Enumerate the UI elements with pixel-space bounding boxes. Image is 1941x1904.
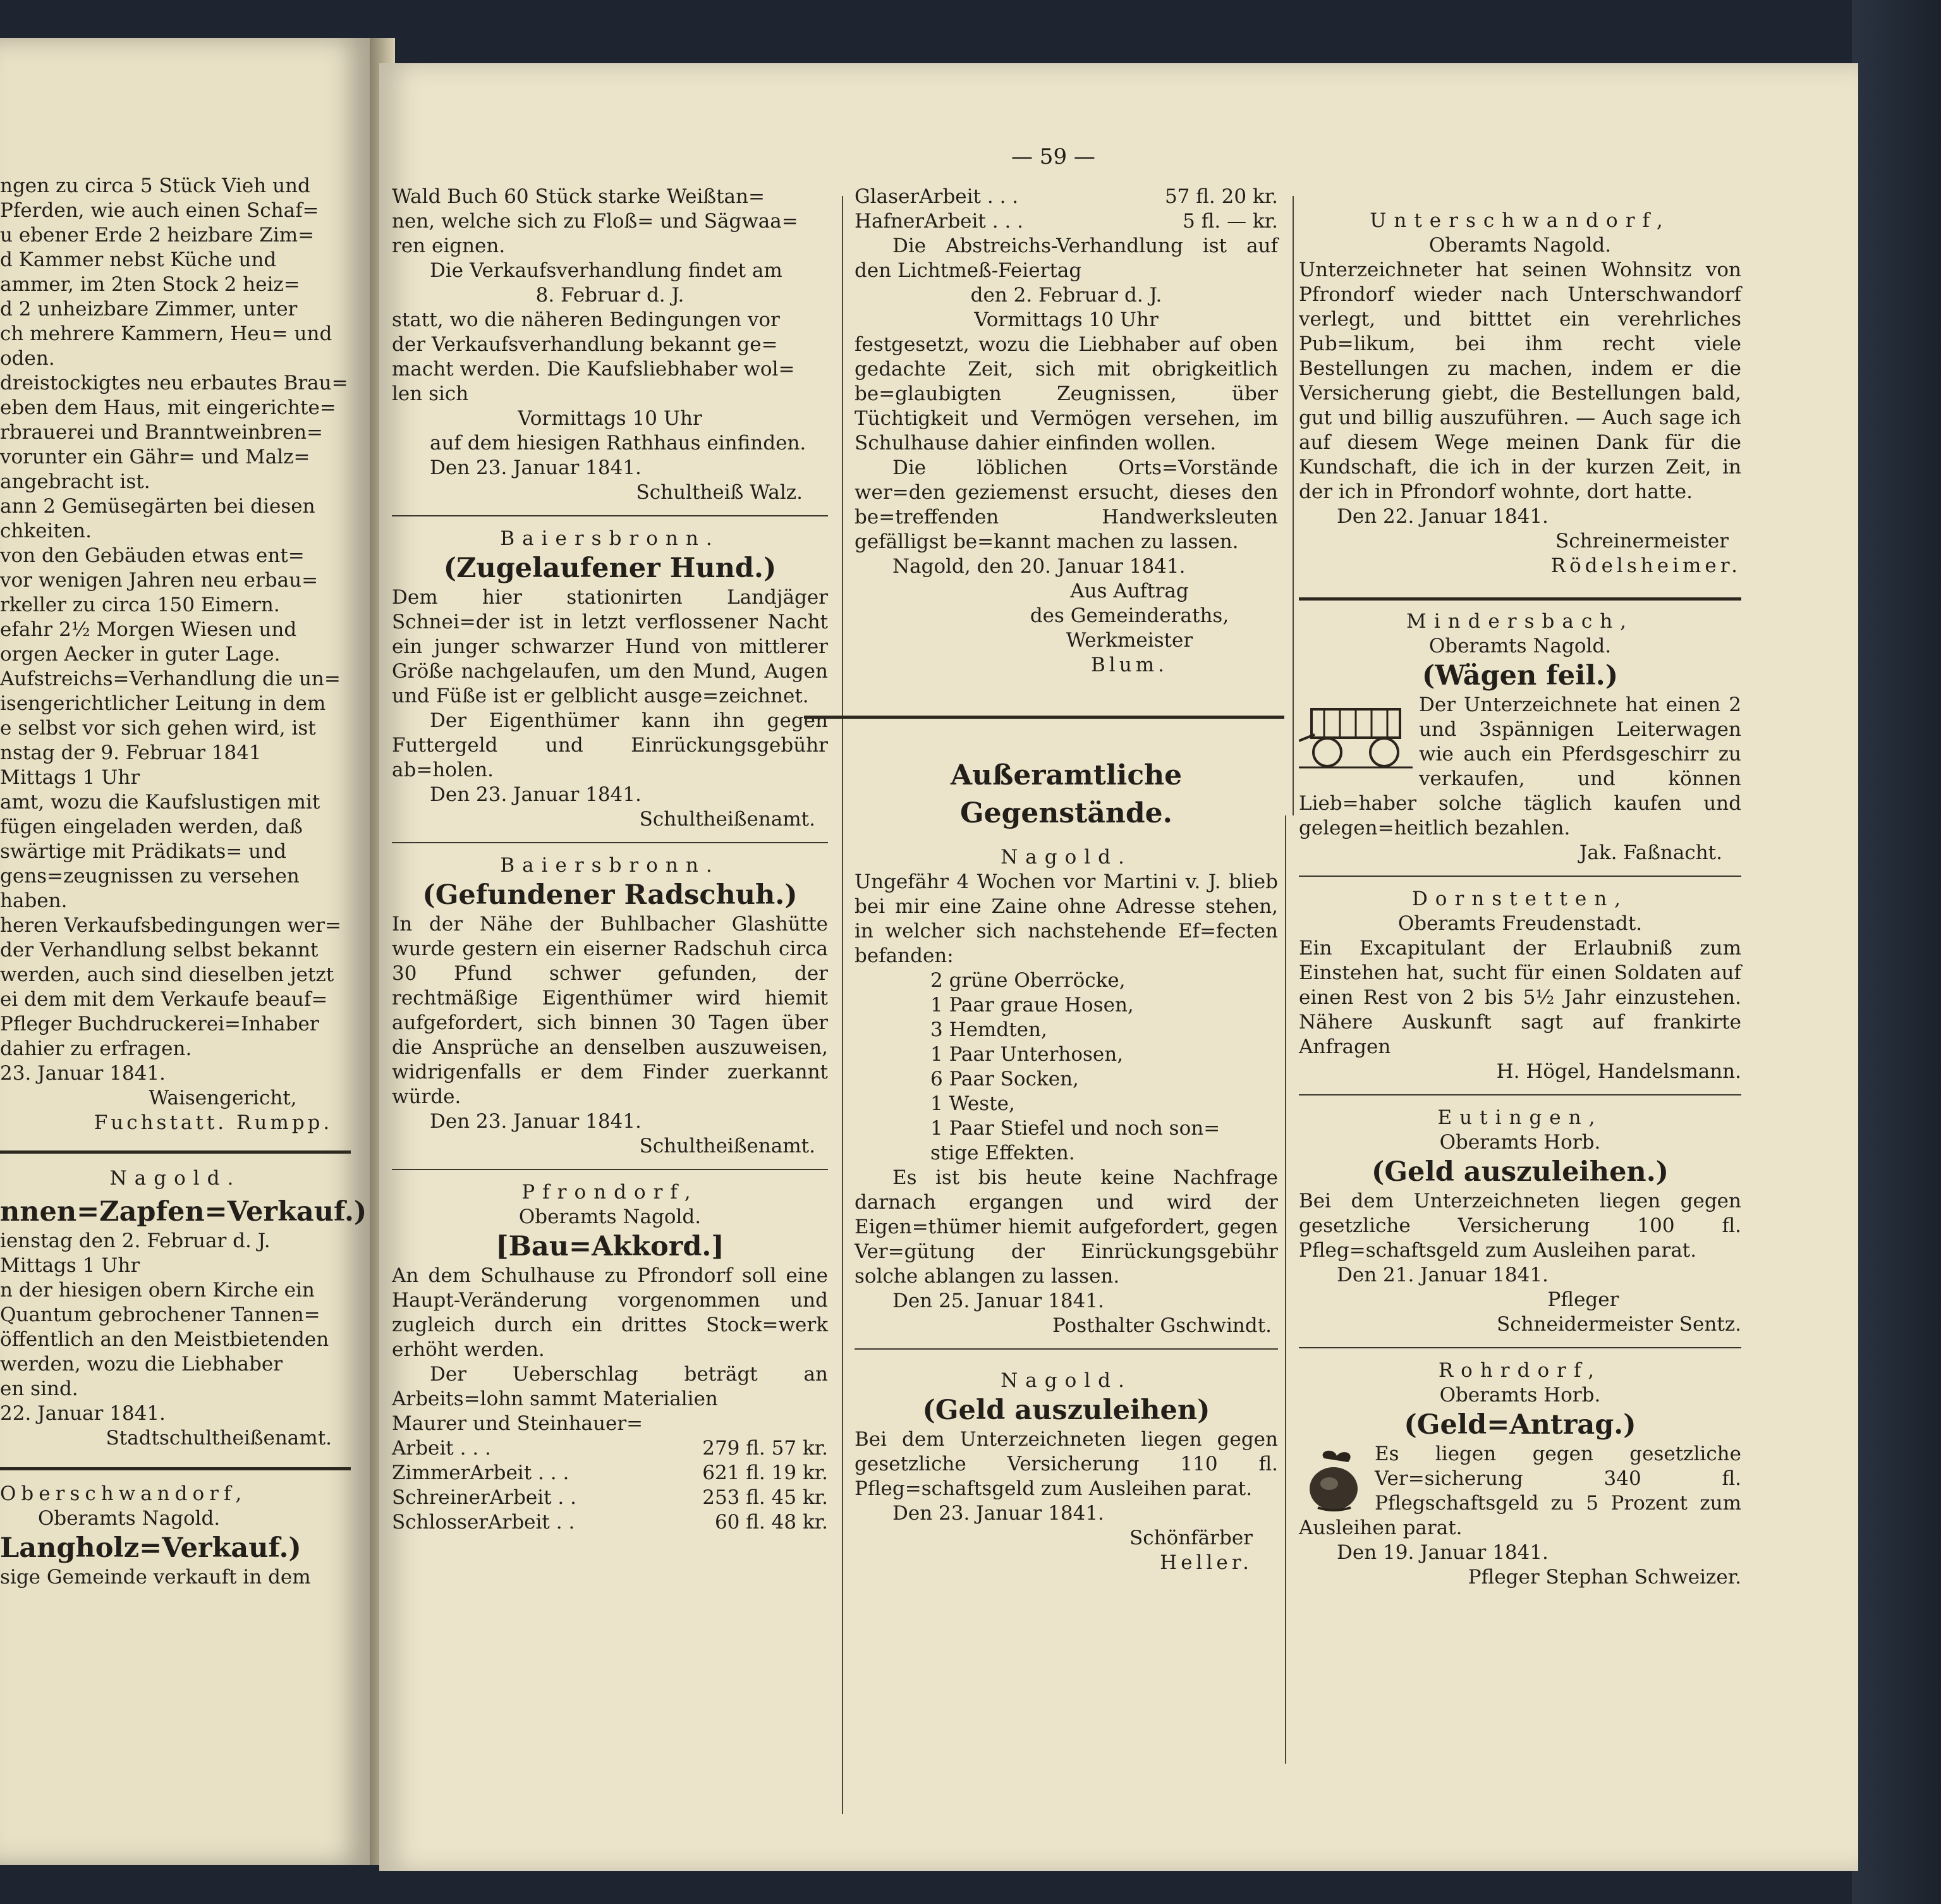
- divider: [1299, 1347, 1741, 1348]
- zaine-place: Nagold.: [1001, 846, 1132, 869]
- text-line: werden, wozu die Liebhaber: [0, 1353, 283, 1376]
- text-line: isengerichtlicher Leitung in dem: [0, 692, 326, 715]
- zaine-text: Ungefähr 4 Wochen vor Martini v. J. blieb bei mir eine Zaine ohne Adresse stehen, in welcher sich nachstehende Ef=fecten befanden:: [855, 870, 1278, 967]
- akkord-text: An dem Schulhause zu Pfrondorf soll eine Haupt-Veränderung vorgenommen und zugleich durch ein drittes Stock=werk erhöht werden.: [392, 1264, 828, 1361]
- divider: [804, 716, 1284, 719]
- roedel-sub: Oberamts Nagold.: [1428, 234, 1612, 257]
- text-line: 22. Januar 1841.: [0, 1402, 166, 1425]
- text-line: d 2 unheizbare Zimmer, unter: [0, 298, 298, 320]
- zaine-sign: Posthalter Gschwindt.: [1052, 1314, 1272, 1337]
- wagen-sub: Oberamts Nagold.: [1428, 635, 1612, 657]
- text-line: macht werden. Die Kaufsliebhaber wol=: [392, 358, 795, 381]
- list-item: 1 Paar Unterhosen,: [930, 1043, 1124, 1066]
- wagen-sign: Jak. Faßnacht.: [1579, 841, 1722, 864]
- left-sign-court: Waisengericht,: [149, 1087, 297, 1109]
- cost-value: 60 fl. 48 kr.: [714, 1511, 828, 1534]
- left-title-zapfen: nnen=Zapfen=Verkauf.): [0, 1196, 367, 1228]
- left-page: [0, 38, 370, 1865]
- divider: [1299, 1094, 1741, 1095]
- text-line: ammer, im 2ten Stock 2 heiz=: [0, 273, 300, 296]
- roedel-sign: Rödelsheimer.: [1550, 554, 1741, 577]
- text-line: ei dem mit dem Verkaufe beauf=: [0, 988, 328, 1011]
- text-line: len sich: [392, 382, 469, 405]
- roedel-dated: Den 22. Januar 1841.: [1337, 505, 1549, 528]
- list-item: 2 grüne Oberröcke,: [930, 969, 1126, 992]
- text-line: Pferden, wie auch einen Schaf=: [0, 199, 319, 222]
- rohrdorf-notice: [1299, 1358, 1741, 1590]
- akkord-costs: [392, 1436, 828, 1535]
- geld-dated: Den 23. Januar 1841.: [892, 1502, 1104, 1525]
- soldat-sign: H. Högel, Handelsmann.: [1496, 1060, 1741, 1083]
- roedel-notice: [1299, 209, 1741, 578]
- eutingen-dated: Den 21. Januar 1841.: [1337, 1264, 1549, 1286]
- hund-notice: [392, 527, 828, 832]
- text-line: statt, wo die näheren Bedingungen vor: [392, 308, 780, 331]
- text-line: 23. Januar 1841.: [0, 1062, 166, 1085]
- rohrdorf-place: Rohrdorf,: [1438, 1359, 1602, 1382]
- soldat-sub: Oberamts Freudenstadt.: [1397, 912, 1643, 935]
- cost-value: 279 fl. 57 kr.: [702, 1437, 828, 1460]
- roedel-place: Unterschwandorf,: [1370, 209, 1670, 232]
- text-line: oden.: [0, 347, 55, 370]
- cost-row: [392, 1486, 828, 1510]
- column-divider: [1285, 815, 1286, 1764]
- walz-para: Die Verkaufsverhandlung findet am: [430, 259, 782, 282]
- section-heading: Außeramtliche Gegenstände.: [950, 759, 1183, 829]
- wagon-illustration: [1299, 697, 1413, 772]
- right-page: [379, 63, 1858, 1871]
- text-line: amt, wozu die Kaufslustigen mit: [0, 791, 320, 814]
- col2-sign: Aus Auftrag: [1070, 580, 1189, 602]
- left-column: [0, 174, 367, 1590]
- geld-place: Nagold.: [1001, 1369, 1132, 1392]
- column-3: [1299, 209, 1741, 1590]
- walz-time: Vormittags 10 Uhr: [518, 407, 702, 430]
- akkord-text: Der Ueberschlag beträgt an Arbeits=lohn sammt Materialien: [392, 1363, 828, 1410]
- walz-dated: Den 23. Januar 1841.: [430, 456, 642, 479]
- text-line: orgen Aecker in guter Lage.: [0, 643, 281, 666]
- hund-dated: Den 23. Januar 1841.: [430, 783, 642, 806]
- text-line: dreistockigtes neu erbautes Brau=: [0, 372, 348, 394]
- list-item: 6 Paar Socken,: [930, 1068, 1079, 1090]
- eutingen-sub: Oberamts Horb.: [1439, 1131, 1601, 1154]
- walz-para: auf dem hiesigen Rathhaus einfinden.: [430, 432, 806, 455]
- rohrdorf-dated: Den 19. Januar 1841.: [1337, 1541, 1549, 1564]
- divider: [1299, 597, 1741, 601]
- text-line: der Verhandlung selbst bekannt: [0, 939, 319, 961]
- left-place-oberschwandorf: Oberschwandorf,: [0, 1482, 247, 1505]
- text-line: en sind.: [0, 1377, 78, 1400]
- hund-text: Der Eigenthümer kann ihn gegen Futtergeld und Einrückungsgebühr ab=holen.: [392, 709, 828, 781]
- zaine-items: [855, 968, 1278, 1166]
- text-line: vor wenigen Jahren neu erbau=: [0, 569, 319, 592]
- text-line: Wald Buch 60 Stück starke Weißtan=: [392, 185, 765, 208]
- cost-row: [855, 209, 1278, 234]
- zaine-notice: [855, 845, 1278, 1338]
- cost-value: 253 fl. 45 kr.: [702, 1486, 828, 1509]
- cost-value: 621 fl. 19 kr.: [702, 1462, 828, 1484]
- eutingen-sign: Pfleger: [1547, 1288, 1619, 1311]
- text-line: u ebener Erde 2 heizbare Zim=: [0, 224, 315, 247]
- list-item: 1 Paar Stiefel und noch son=: [930, 1117, 1220, 1140]
- divider: [1299, 876, 1741, 877]
- divider: [392, 515, 828, 516]
- cost-row: [392, 1461, 828, 1486]
- radschuh-place: Baiersbronn.: [500, 854, 720, 877]
- text-line: der Verkaufsverhandlung bekannt ge=: [392, 333, 778, 356]
- radschuh-dated: Den 23. Januar 1841.: [430, 1110, 642, 1133]
- text-line: gens=zeugnissen zu versehen haben.: [0, 865, 300, 912]
- roedel-text: Unterzeichneter hat seinen Wohnsitz von Pfrondorf wieder nach Unterschwandorf verlegt, und bitttet ein verehrliches Pub=likum, bei ihm recht viele Bestellungen zu machen, indem er die Versicherung giebt, die Bestellungen bald, gut und billig auszuführen. — Auch sage ich auf diesem Wege meinen Dank für die Kundschaft, die ich in der kurzen Zeit, in der ich in Pfrondorf wohnte, dort hatte.: [1299, 259, 1741, 503]
- divider: [392, 1169, 828, 1170]
- column-divider: [842, 196, 843, 1814]
- text-line: n der hiesigen obern Kirche ein: [0, 1279, 315, 1302]
- text-line: ann 2 Gemüsegärten bei diesen: [0, 495, 315, 518]
- left-sub-oberamt: Oberamts Nagold.: [38, 1507, 221, 1530]
- text-line: Mittags 1 Uhr: [0, 766, 140, 789]
- soldat-place: Dornstetten,: [1411, 888, 1629, 910]
- geld-title: (Geld auszuleihen): [922, 1394, 1210, 1426]
- radschuh-title: (Gefundener Radschuh.): [422, 879, 798, 911]
- geld-sign: Heller.: [1160, 1551, 1253, 1574]
- akkord-costs-head: Maurer und Steinhauer=: [392, 1412, 643, 1435]
- text-line: Aufstreichs=Verhandlung die un=: [0, 668, 341, 690]
- hund-place: Baiersbronn.: [500, 527, 720, 550]
- text-line: ch mehrere Kammern, Heu= und: [0, 322, 332, 345]
- cost-row: [392, 1436, 828, 1461]
- left-zapfen-text: [0, 1229, 351, 1426]
- walz-notice: [392, 185, 828, 505]
- zaine-dated: Den 25. Januar 1841.: [892, 1290, 1104, 1312]
- eutingen-place: Eutingen,: [1437, 1106, 1603, 1129]
- col2-sign: Blum.: [1091, 654, 1168, 676]
- text-line: rbrauerei und Branntweinbren=: [0, 421, 324, 444]
- cost-value: 57 fl. 20 kr.: [1164, 185, 1278, 208]
- roedel-sign: Schreinermeister: [1555, 530, 1729, 552]
- walz-sign: Schultheiß Walz.: [636, 481, 803, 504]
- text-line: swärtige mit Prädikats= und: [0, 840, 286, 863]
- col2-sign: des Gemeinderaths,: [1030, 604, 1229, 627]
- text-line: e selbst vor sich gehen wird, ist: [0, 717, 316, 740]
- text-line: Pfleger Buchdruckerei=Inhaber: [0, 1013, 319, 1035]
- eutingen-notice: [1299, 1106, 1741, 1337]
- text-line: nstag der 9. Februar 1841: [0, 741, 262, 764]
- text-line: Quantum gebrochener Tannen=: [0, 1303, 320, 1326]
- divider: [0, 1150, 351, 1154]
- text-line: ienstag den 2. Februar d. J.: [0, 1230, 271, 1252]
- col2-dated: Nagold, den 20. Januar 1841.: [892, 555, 1186, 578]
- hund-text: Dem hier stationirten Landjäger Schnei=der ist in letzt verflossener Nacht ein junger schwarzer Hund von mittlerer Größe nachgelaufen, um den Mund, Augen und Füße ist er gelblicht ausge=zeichnet.: [392, 586, 828, 707]
- text-line: angebracht ist.: [0, 470, 150, 493]
- akkord-sub: Oberamts Nagold.: [518, 1205, 702, 1228]
- col2-text: Die Abstreichs-Verhandlung ist auf den Lichtmeß-Feiertag: [855, 235, 1278, 282]
- col2-date: den 2. Februar d. J.: [970, 284, 1162, 307]
- radschuh-sign: Schultheißenamt.: [639, 1135, 815, 1157]
- cost-name: SchlosserArbeit . .: [392, 1511, 575, 1534]
- wagen-place: Mindersbach,: [1406, 610, 1634, 633]
- left-auction-text: [0, 174, 351, 1086]
- text-line: eben dem Haus, mit eingerichte=: [0, 396, 336, 419]
- text-line: ren eignen.: [392, 235, 506, 257]
- eutingen-sign: Schneidermeister Sentz.: [1496, 1313, 1741, 1336]
- list-item: 1 Paar graue Hosen,: [930, 994, 1134, 1016]
- column-1: [392, 185, 828, 1535]
- wagen-text: Der Unterzeichnete hat einen 2 und 3spännigen Leiterwagen wie auch ein Pferdsgeschirr zu verkaufen, und können Lieb=haber solche täglich kaufen und gelegen=heitlich bezahlen.: [1299, 693, 1741, 839]
- text-line: öffentlich an den Meistbietenden: [0, 1328, 329, 1351]
- rohrdorf-title: (Geld=Antrag.): [1404, 1409, 1636, 1441]
- col2-sign: Werkmeister: [1066, 629, 1193, 652]
- eutingen-title: (Geld auszuleihen.): [1371, 1156, 1669, 1188]
- cost-name: SchreinerArbeit . .: [392, 1486, 576, 1509]
- hund-title: (Zugelaufener Hund.): [443, 552, 777, 584]
- geld-text: Bei dem Unterzeichneten liegen gegen gesetzliche Versicherung 110 fl. Pfleg=schaftsgeld zum Ausleihen parat.: [855, 1428, 1278, 1500]
- rohrdorf-sub: Oberamts Horb.: [1439, 1384, 1601, 1407]
- column-divider: [1293, 196, 1294, 815]
- cost-name: GlaserArbeit . . .: [855, 185, 1019, 208]
- cost-name: ZimmerArbeit . . .: [392, 1462, 569, 1484]
- text-line: dahier zu erfragen.: [0, 1037, 192, 1060]
- text-line: nen, welche sich zu Floß= und Sägwaa=: [392, 210, 798, 233]
- akkord-place: Pfrondorf,: [521, 1181, 698, 1204]
- page-number: — 59 —: [1011, 144, 1095, 169]
- radschuh-notice: [392, 853, 828, 1159]
- left-sign-names: Fuchstatt. Rumpp.: [94, 1111, 333, 1134]
- text-line: werden, auch sind dieselben jetzt: [0, 963, 334, 986]
- text-line: ngen zu circa 5 Stück Vieh und: [0, 174, 310, 197]
- akkord-notice: [392, 1180, 828, 1535]
- divider: [855, 1348, 1278, 1350]
- soldat-notice: [1299, 887, 1741, 1084]
- zaine-text: Es ist bis heute keine Nachfrage darnach ergangen und wird der Eigen=thümer hiemit aufgefordert, gegen Ver=gütung der Einrückungsgebühr solche ablangen zu lassen.: [855, 1166, 1278, 1288]
- text-line: chkeiten.: [0, 520, 92, 542]
- eutingen-text: Bei dem Unterzeichneten liegen gegen gesetzliche Versicherung 100 fl. Pfleg=schaftsgeld zum Ausleihen parat.: [1299, 1190, 1741, 1262]
- cost-row: [855, 185, 1278, 209]
- wagen-title: (Wägen feil.): [1421, 660, 1619, 692]
- money-bag-illustration: [1299, 1444, 1368, 1514]
- akkord-title: [Bau=Akkord.]: [496, 1231, 724, 1262]
- cost-row: [392, 1510, 828, 1535]
- divider: [0, 1467, 351, 1470]
- text-line: Mittags 1 Uhr: [0, 1254, 140, 1277]
- col2-time: Vormittags 10 Uhr: [974, 308, 1159, 331]
- list-item: stige Effekten.: [930, 1142, 1075, 1164]
- wagen-notice: [1299, 609, 1741, 865]
- geld-sign: Schönfärber: [1129, 1527, 1253, 1549]
- left-sign-stadt: Stadtschultheißenamt.: [106, 1427, 332, 1449]
- cost-name: HafnerArbeit . . .: [855, 210, 1024, 233]
- geld-nagold-notice: [855, 1369, 1278, 1575]
- walz-date: 8. Februar d. J.: [535, 284, 685, 307]
- left-title-langholz: Langholz=Verkauf.): [0, 1532, 301, 1564]
- radschuh-text: In der Nähe der Buhlbacher Glashütte wurde gestern ein eiserner Radschuh circa 30 Pfund schwer gefunden, der rechtmäßige Eigenthümer wird hiemit aufgefordert, sich binnen 30 Tagen über die Ansprüche an denselben auszuweisen, widrigenfalls er dem Finder zuerkannt würde.: [392, 913, 828, 1108]
- text-line: rkeller zu circa 150 Eimern.: [0, 594, 280, 616]
- rohrdorf-text: Es liegen gegen gesetzliche Ver=sicherung 340 fl. Pflegschaftsgeld zu 5 Prozent zum Ausleihen parat.: [1299, 1443, 1741, 1539]
- cost-value: 5 fl. — kr.: [1183, 210, 1278, 233]
- left-langholz-line: sige Gemeinde verkauft in dem: [0, 1566, 311, 1589]
- text-line: vorunter ein Gähr= und Malz=: [0, 446, 310, 468]
- text-line: heren Verkaufsbedingungen wer=: [0, 914, 341, 937]
- text-line: fügen eingeladen werden, daß: [0, 815, 303, 838]
- text-line: d Kammer nebst Küche und: [0, 248, 277, 271]
- divider: [392, 842, 828, 843]
- list-item: 1 Weste,: [930, 1092, 1015, 1115]
- list-item: 3 Hemdten,: [930, 1018, 1047, 1041]
- rohrdorf-sign: Pfleger Stephan Schweizer.: [1468, 1566, 1741, 1589]
- hund-sign: Schultheißenamt.: [639, 808, 815, 831]
- soldat-text: Ein Excapitulant der Erlaubniß zum Einstehen hat, sucht für einen Soldaten auf einen Rest von 2 bis 5½ Jahr einzustehen. Nähere Auskunft sagt auf frankirte Anfragen: [1299, 937, 1741, 1058]
- cost-name: Arbeit . . .: [392, 1437, 491, 1460]
- col2-text: Die löblichen Orts=Vorstände wer=den geziemenst ersucht, dieses den be=treffenden Handwerksleuten gefälligst be=kannt machen zu lassen.: [855, 456, 1278, 553]
- col2-text: festgesetzt, wozu die Liebhaber auf oben gedachte Zeit, sich mit obrigkeitlich be=glaubigten Zeugnissen, über Tüchtigkeit und Vermögen versehen, im Schulhause dahier einfinden wollen.: [855, 333, 1278, 455]
- left-place-nagold: Nagold.: [109, 1167, 241, 1190]
- column-2: [855, 185, 1278, 1575]
- book-cover-edge: [1852, 0, 1941, 1904]
- text-line: efahr 2½ Morgen Wiesen und: [0, 618, 297, 641]
- col2-costs: [855, 185, 1278, 234]
- text-line: von den Gebäuden etwas ent=: [0, 544, 305, 567]
